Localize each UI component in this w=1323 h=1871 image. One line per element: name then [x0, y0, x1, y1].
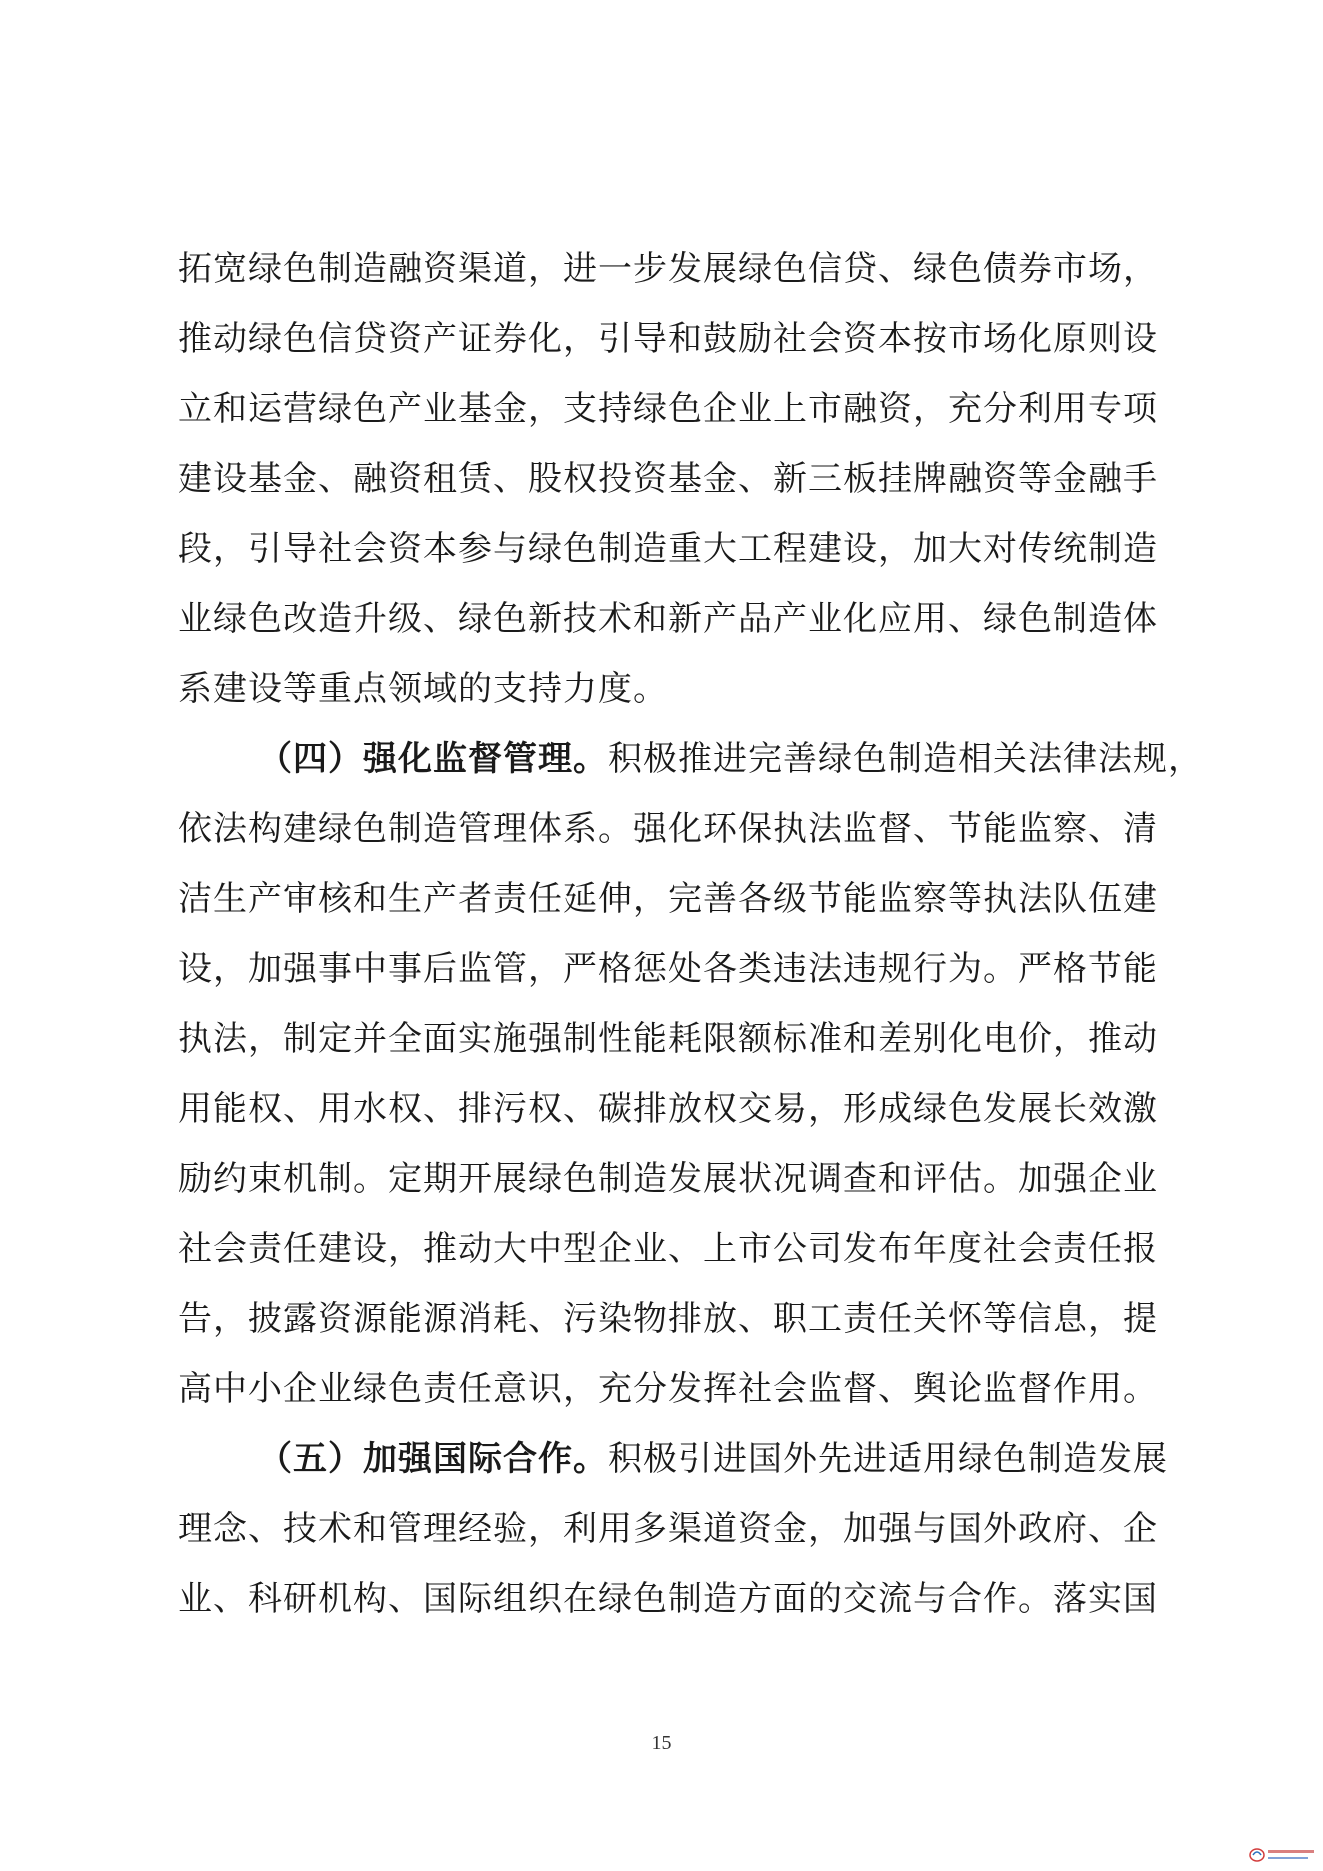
section-line	[178, 1424, 1168, 1494]
text-line: 业绿色改造升级、绿色新技术和新产品产业化应用、绿色制造体	[178, 599, 1158, 639]
section-text: 积极推进完善绿色制造相关法律法规，	[608, 739, 1203, 779]
text-line: 推动绿色信贷资产证券化，引导和鼓励社会资本按市场化原则设	[178, 319, 1158, 359]
text-line: 执法，制定并全面实施强制性能耗限额标准和差别化电价，推动	[178, 1019, 1158, 1059]
section-line	[178, 724, 1203, 794]
text-line: 用能权、用水权、排污权、碳排放权交易，形成绿色发展长效激	[178, 1089, 1158, 1129]
page-number: 15	[651, 1732, 672, 1754]
body-text	[178, 234, 1203, 1634]
text-line: 依法构建绿色制造管理体系。强化环保执法监督、节能监察、清	[178, 809, 1158, 849]
section-heading: （四）强化监督管理。	[258, 739, 608, 779]
watermark-logo-icon	[1247, 1843, 1317, 1867]
text-line: 高中小企业绿色责任意识，充分发挥社会监督、舆论监督作用。	[178, 1369, 1158, 1409]
text-line: 系建设等重点领域的支持力度。	[178, 669, 668, 709]
text-line: 建设基金、融资租赁、股权投资基金、新三板挂牌融资等金融手	[178, 459, 1158, 499]
text-line: 理念、技术和管理经验，利用多渠道资金，加强与国外政府、企	[178, 1509, 1158, 1549]
text-line: 段，引导社会资本参与绿色制造重大工程建设，加大对传统制造	[178, 529, 1158, 569]
section-text: 积极引进国外先进适用绿色制造发展	[608, 1439, 1168, 1479]
section-heading: （五）加强国际合作。	[258, 1439, 608, 1479]
text-line: 立和运营绿色产业基金，支持绿色企业上市融资，充分利用专项	[178, 389, 1158, 429]
text-line: 拓宽绿色制造融资渠道，进一步发展绿色信贷、绿色债券市场，	[178, 249, 1158, 289]
text-line: 社会责任建设，推动大中型企业、上市公司发布年度社会责任报	[178, 1229, 1158, 1269]
text-line: 业、科研机构、国际组织在绿色制造方面的交流与合作。落实国	[178, 1579, 1158, 1619]
text-line: 洁生产审核和生产者责任延伸，完善各级节能监察等执法队伍建	[178, 879, 1158, 919]
text-line: 设，加强事中事后监管，严格惩处各类违法违规行为。严格节能	[178, 949, 1158, 989]
text-line: 告，披露资源能源消耗、污染物排放、职工责任关怀等信息，提	[178, 1299, 1158, 1339]
text-line: 励约束机制。定期开展绿色制造发展状况调查和评估。加强企业	[178, 1159, 1158, 1199]
